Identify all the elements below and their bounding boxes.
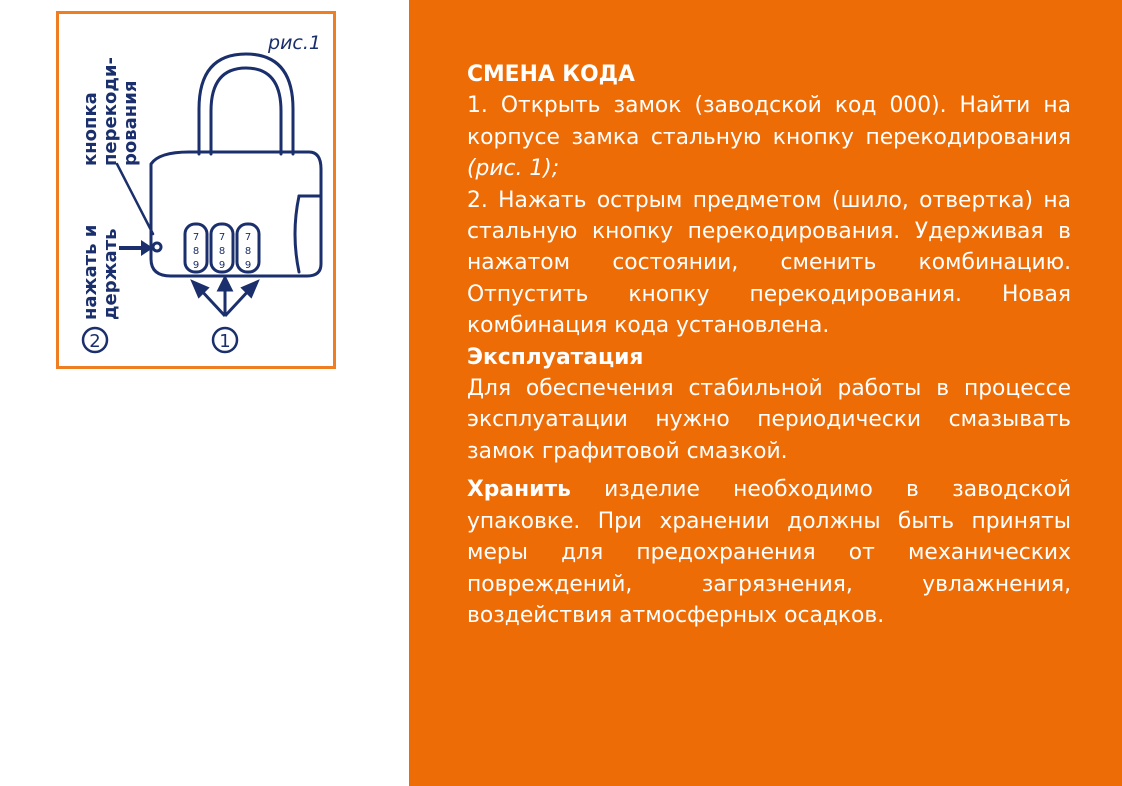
lock-figure	[56, 11, 336, 369]
rotate-arrows-icon	[193, 278, 257, 316]
lock-side-curve	[295, 196, 299, 272]
svg-text:7: 7	[218, 232, 226, 243]
shackle-inner-shape	[211, 68, 281, 154]
marker-2-text: 2	[89, 331, 101, 352]
operation-paragraph: Для обеспечения стабильной работы в процессе эксплуатации нужно периодически смазывать замок графитовой смазкой.	[467, 376, 1071, 464]
svg-text:9: 9	[192, 260, 200, 271]
figure-reference: (рис. 1);	[467, 156, 560, 182]
svg-text:9: 9	[244, 260, 252, 271]
svg-text:8: 8	[218, 246, 226, 257]
svg-text:8: 8	[244, 246, 252, 257]
heading-operation: Эксплуатация	[467, 344, 644, 370]
press-arrow-icon	[119, 240, 153, 256]
marker-1-text: 1	[219, 331, 231, 352]
step-2: 2. Нажать острым предметом (шило, отвертка) на стальную кнопку перекодирования. Удерживая в нажатом состоянии, сменить комбинацию. Отпустить кнопку перекодирования. Новая комбинация кода установлена.	[467, 187, 1071, 339]
figure-caption: рис.1	[268, 32, 321, 54]
storage-lead: Хранить	[467, 477, 571, 503]
recode-button-label: кнопка перекоди- рования	[80, 57, 141, 166]
dial-digits	[193, 232, 251, 271]
recode-pointer-line	[117, 164, 153, 234]
svg-text:7: 7	[244, 232, 252, 243]
svg-text:9: 9	[218, 260, 226, 271]
step-1: 1. Открыть замок (заводской код 000). Найти на корпусе замка стальную кнопку перекодирования (рис. 1);	[467, 93, 1071, 182]
press-hold-label: нажать и держать	[80, 224, 121, 320]
svg-text:8: 8	[192, 246, 200, 257]
heading-code-change: СМЕНА КОДА	[467, 62, 635, 87]
storage-paragraph: Хранить изделие необходимо в заводской упаковке. При хранении должны быть приняты меры для предохранения от механических повреждений, загрязнения, увлажнения, воздействия атмосферных осадков.	[467, 477, 1071, 628]
instruction-text	[467, 59, 1071, 631]
svg-text:7: 7	[192, 232, 200, 243]
instruction-panel	[409, 0, 1122, 786]
recode-button-icon	[153, 243, 161, 251]
